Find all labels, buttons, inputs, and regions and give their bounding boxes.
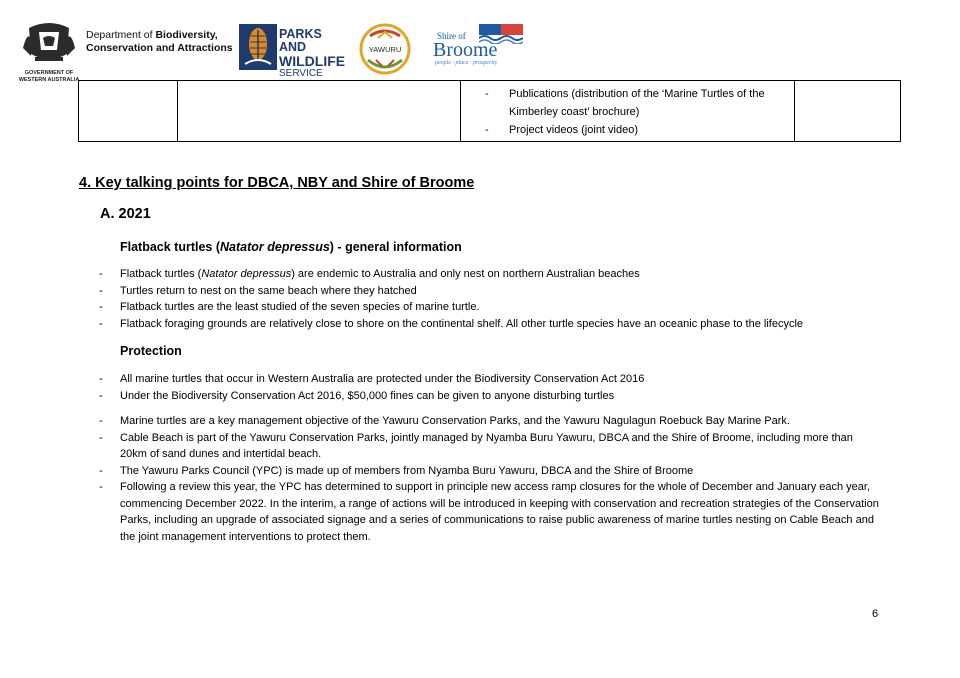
table-item-videos: Project videos (joint video) — [509, 124, 639, 136]
protection-bullet-text: Under the Biodiversity Conservation Act 2016, $50,000 fines can be given to anyone disturbing turtles — [120, 389, 615, 402]
continued-table — [78, 80, 901, 142]
list-item — [99, 371, 889, 388]
protection-bullet-text: Following a review this year, the YPC has determined to support in principle new access ramp closures for the whole of December and January each year, commencing December 2022. In the interim, a range of actions will be introduced in keeping with conservation and recreation strategies of the Conservation Parks, including an upgrade of associated signage and a series of communications to raise public awareness of marine turtles nesting on Cable Beach and the joint management interventions to protect them. — [120, 481, 879, 543]
pws-line1: PARKS AND — [279, 27, 322, 54]
protection-list-a — [99, 371, 889, 404]
yawuru-label: YAWURU — [368, 45, 402, 54]
list-item — [99, 463, 889, 480]
protection-bullet-text: All marine turtles that occur in Western Australia are protected under the Biodiversity Conservation Act 2016 — [120, 373, 645, 385]
yawuru-logo — [358, 22, 412, 76]
dbca-name — [86, 29, 233, 55]
dash-bullet: - — [99, 431, 103, 444]
yawuru-circle-icon — [358, 22, 412, 76]
protection-bullet-text: The Yawuru Parks Council (YPC) is made up of members from Nyamba Buru Yawuru, DBCA and the Shire of Broome — [120, 464, 694, 477]
list-item — [99, 479, 889, 545]
flatback-bullet1-pre: Flatback turtles ( — [120, 268, 202, 280]
table-cell-list — [461, 81, 795, 142]
wa-crest-icon — [21, 18, 77, 64]
list-item — [99, 299, 889, 316]
pws-banksia-icon — [239, 24, 277, 70]
flatback-bullet1-species: Natator depressus — [201, 268, 292, 280]
dash-bullet: - — [485, 88, 489, 100]
dash-bullet: - — [99, 415, 103, 427]
dash-bullet: - — [99, 317, 103, 330]
section-heading: 4. Key talking points for DBCA, NBY and Shire of Broome — [79, 175, 475, 191]
protection-title: Protection — [120, 344, 182, 358]
shire-of-broome-logo — [431, 22, 531, 70]
table-cell-empty-4 — [795, 81, 901, 142]
list-item — [99, 430, 889, 463]
flatback-bullet-text: Flatback turtles are the least studied of the seven species of marine turtle. — [120, 301, 480, 313]
dash-bullet: - — [99, 268, 103, 280]
dash-bullet: - — [99, 284, 103, 297]
dash-bullet: - — [99, 481, 103, 493]
pws-line2: WILDLIFE — [279, 53, 346, 69]
flatback-title — [120, 240, 462, 254]
dash-bullet: - — [99, 464, 103, 477]
flatback-title-pre: Flatback turtles ( — [120, 240, 221, 254]
flatback-bullet-text: Flatback foraging grounds are relatively close to shore on the continental shelf. All other turtle species have an oceanic phase to the lifecycle — [120, 317, 804, 330]
flatback-bullet1-post: ) are endemic to Australia and only nest on northern Australian beaches — [291, 268, 640, 280]
dash-bullet: - — [99, 389, 103, 402]
dbca-line2: Conservation and Attractions — [86, 42, 233, 54]
protection-bullet-text: Marine turtles are a key management objective of the Yawuru Conservation Parks, and the Yawuru Nagulagun Roebuck Bay Marine Park. — [120, 415, 790, 427]
pws-line3: SERVICE — [279, 68, 323, 79]
table-item-publications: Publications (distribution of the ‘Marine Turtles of the Kimberley coast’ brochure) — [509, 88, 765, 118]
table-cell-empty-1 — [79, 81, 178, 142]
list-item — [99, 283, 889, 300]
crest-caption-line2: WESTERN AUSTRALIA — [18, 76, 80, 83]
broome-name-text: Broome — [433, 39, 498, 61]
protection-list-b — [99, 413, 889, 545]
table-cell-empty-2 — [178, 81, 461, 142]
crest-caption-line1: GOVERNMENT OF — [24, 70, 74, 76]
dash-bullet: - — [485, 124, 489, 136]
list-item — [99, 388, 889, 405]
subsection-heading: A. 2021 — [100, 206, 151, 222]
flatback-bullet-text: Turtles return to nest on the same beach where they hatched — [120, 284, 417, 297]
protection-bullet-text: Cable Beach is part of the Yawuru Conservation Parks, jointly managed by Nyamba Buru Yawuru, DBCA and the Shire of Broome, including more than 20km of sand dunes and intertidal beach. — [120, 431, 853, 460]
flatback-title-species: Natator depressus — [220, 240, 330, 254]
broome-tagline: people · place · prosperity — [435, 60, 498, 66]
list-item — [99, 316, 889, 333]
broome-shire-text: Shire of — [437, 31, 466, 41]
dbca-line1-bold: Biodiversity, — [155, 29, 218, 41]
table-list-item — [485, 85, 788, 121]
dash-bullet: - — [99, 301, 103, 313]
crest-caption — [18, 70, 80, 83]
dbca-line1-prefix: Department of — [86, 29, 156, 41]
table-list-item — [485, 121, 788, 139]
list-item — [99, 413, 889, 430]
flatback-title-post: ) - general information — [329, 240, 462, 254]
list-item — [99, 266, 889, 283]
page-number: 6 — [872, 608, 879, 620]
table-row — [79, 81, 901, 142]
wa-government-crest — [18, 18, 80, 83]
flatback-list — [99, 266, 889, 332]
parks-wildlife-logo — [239, 24, 349, 79]
dash-bullet: - — [99, 373, 103, 385]
